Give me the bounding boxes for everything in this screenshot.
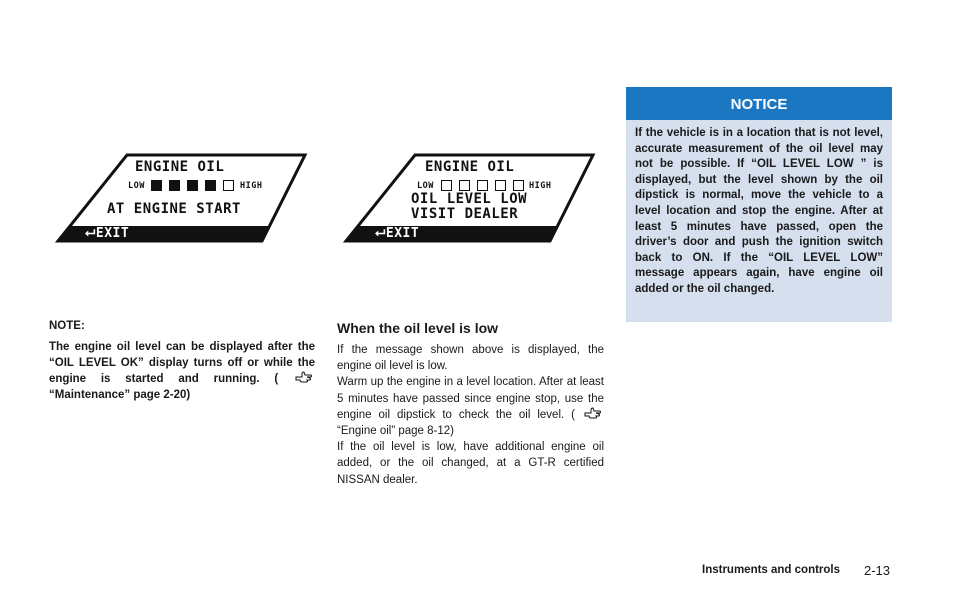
footer-section-title: Instruments and controls [702,564,841,576]
display-message-line: VISIT DEALER [411,206,519,222]
display-message [107,201,241,217]
section-paragraph [337,374,604,439]
display-message-line: AT ENGINE START [107,201,241,217]
level-segment [441,180,452,191]
exit-label: EXIT [95,226,130,241]
notice-box [626,87,892,322]
section-body [337,342,604,488]
display-high-label: HIGH [240,181,263,191]
level-segment [187,180,198,191]
pointing-hand-icon [584,407,602,420]
note-body [49,340,315,404]
note-heading: NOTE: [49,320,85,332]
notice-heading: NOTICE [626,87,892,120]
display-low-label: LOW [128,181,145,191]
display-high-label: HIGH [529,181,552,191]
section-heading: When the oil level is low [337,320,499,336]
return-arrow-icon: ⮠ [375,226,386,241]
level-segment [495,180,506,191]
level-segment [151,180,162,191]
level-segment [169,180,180,191]
level-segment [477,180,488,191]
exit-button[interactable] [85,226,129,241]
exit-label: EXIT [385,226,420,241]
display-title: ENGINE OIL [135,159,225,175]
section-paragraph: If the oil level is low, have additional engine oil added, or the oil changed, at a GT-R certified NISSAN dealer. [337,441,604,486]
display-message [411,192,527,222]
note-text: The engine oil level can be displayed after the “OIL LEVEL OK” display turns off or while the engine is started and running. ( [49,341,315,386]
section-paragraph: If the message shown above is displayed, the engine oil level is low. [337,344,604,373]
display-low-label: LOW [417,181,434,191]
section-reference-link[interactable]: “Engine oil” page 8-12) [337,425,454,438]
display-title: ENGINE OIL [425,159,515,175]
level-segment [205,180,216,191]
exit-button[interactable] [375,226,419,241]
page-number: 2-13 [864,563,891,578]
notice-body: If the vehicle is in a location that is not level, accurate measurement of the oil level may not be possible. If “OIL LEVEL LOW ” is displayed, but the level shown by the oil dipstick is normal, move the vehicle to a level location and stop the engine. After at least 5 minutes have passed, open the driver’s door and push the ignition switch back to ON. If the “OIL LEVEL LOW” message appears again, have engine oil added or the oil changed. [635,127,883,295]
section-paragraph-text: Warm up the engine in a level location. After at least 5 minutes have passed since engine stop, use the engine oil dipstick to check the oil level. ( [337,376,604,421]
note-reference-link[interactable]: “Maintenance” page 2-20) [49,389,191,402]
display-figure-oil-ok [57,154,307,242]
pointing-hand-icon [295,371,313,384]
display-message-line: OIL LEVEL LOW [411,191,528,207]
level-segment [513,180,524,191]
level-segment [223,180,234,191]
display-figure-oil-low [345,154,595,242]
return-arrow-icon: ⮠ [85,226,96,241]
level-segment [459,180,470,191]
